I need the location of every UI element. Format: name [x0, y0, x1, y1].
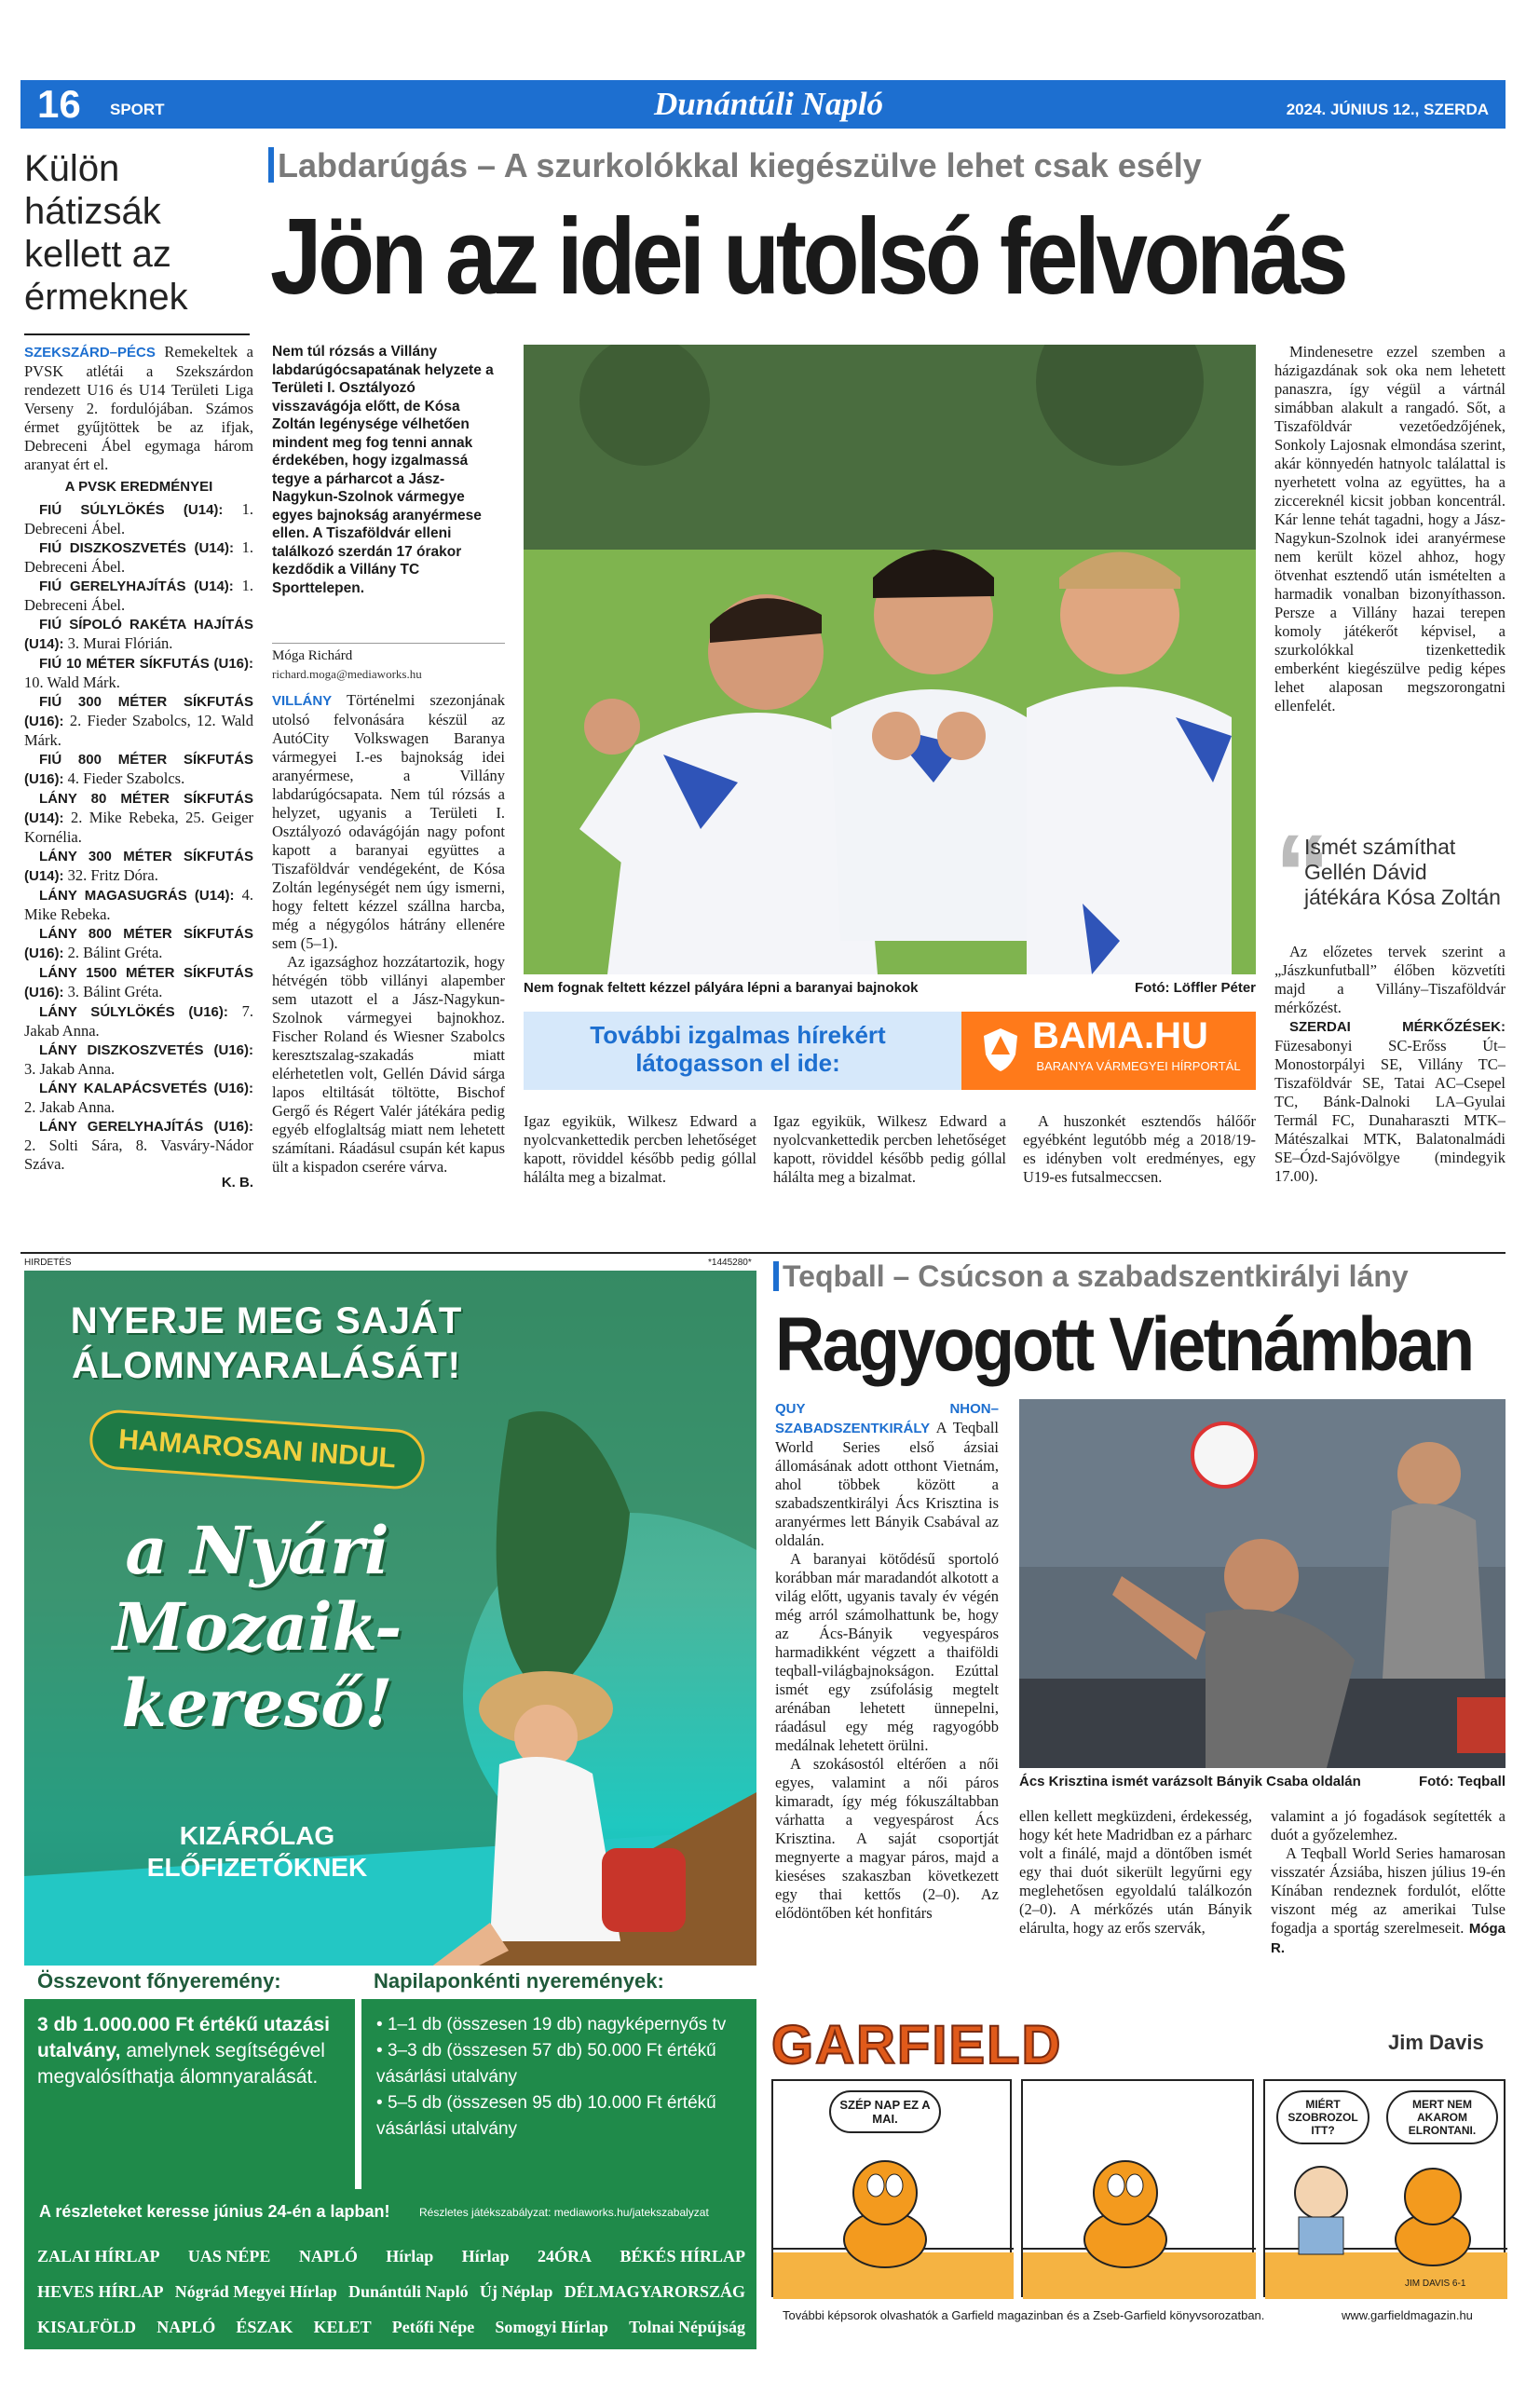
- teq-kicker: Teqball – Csúcson a szabadszentkirályi lány: [783, 1259, 1409, 1293]
- promo-text: További izgalmas hírekért látogasson el ide:: [590, 1021, 886, 1077]
- result-item: [24, 1002, 253, 1041]
- promo-subtitle: BARANYA VÁRMEGYEI HÍRPORTÁL: [1036, 1059, 1241, 1073]
- daily-item-text: 3–3 db (összesen 57 db) 50.000 Ft értékű vásárlási utalvány: [376, 2041, 716, 2087]
- garfield-panel-1: [771, 2079, 1012, 2297]
- result-item: [24, 538, 253, 577]
- result-item: [24, 692, 253, 750]
- promo-banner[interactable]: [524, 1012, 1256, 1090]
- speech-bubble: MERT NEM AKAROM ELRONTANI.: [1386, 2090, 1498, 2144]
- result-label: LÁNY 300 MÉTER SÍKFUTÁS (U14):: [24, 849, 253, 884]
- main-body-text2: Az igazsághoz hozzátartozik, hogy hétvégén több villányi alapember sem utazott el a Jász-Nagykun-Szolnok vármegyei bajnokhoz. Fischer Roland és Wiesner Szabolcs keresztszalag-szakadás miatt elérhetetlen volt, Gellén Dávid sárga lapos eltiltását töltötte, Bischof Gergő és Régert Valér játékára pedig egyéb elfoglaltság miatt nem lehetett számítani. Ráadásul csupán két kapus ült a kispadon cserére várva.: [272, 953, 505, 1176]
- result-text: 2. Solti Sára, 8. Vasváry-Nádor Száva.: [24, 1136, 253, 1173]
- result-text: 3. Bálint Gréta.: [67, 983, 163, 1000]
- daily-box: [361, 1999, 756, 2195]
- left-article-title: Külön hátizsák kellett az érmeknek: [24, 148, 188, 318]
- teqball-players-image: [1019, 1399, 1506, 1768]
- lead-rule: [272, 643, 505, 644]
- author-email: richard.moga@mediaworks.hu: [272, 667, 422, 681]
- result-item: [24, 963, 253, 1002]
- ad-code: *1445280*: [708, 1258, 752, 1268]
- result-text: 3. Murai Flórián.: [67, 634, 173, 652]
- result-label: FIÚ 800 MÉTER SÍKFUTÁS (U16):: [24, 752, 253, 787]
- header-bar: [20, 80, 1506, 129]
- paper-logo: NAPLÓ: [157, 2318, 216, 2336]
- teq-photo-credit: Fotó: Teqball: [1418, 1774, 1506, 1789]
- left-article-body: [24, 343, 253, 1192]
- result-label: FIÚ 10 MÉTER SÍKFUTÁS (U16):: [39, 656, 253, 672]
- result-text: 1. Debreceni Ábel.: [24, 538, 253, 576]
- prize-box: [24, 1999, 355, 2195]
- result-text: 2. Jakab Anna.: [24, 1098, 116, 1116]
- teq-signature: Móga R.: [1271, 1921, 1506, 1956]
- result-label: FIÚ SÍPOLÓ RAKÉTA HAJÍTÁS (U14):: [24, 617, 253, 652]
- daily-item: • 5–5 db (összesen 95 db) 10.000 Ft értékű vásárlási utalvány: [376, 2093, 716, 2139]
- section-divider: [20, 1252, 1506, 1254]
- result-text: 32. Fritz Dóra.: [67, 866, 158, 884]
- ad-image[interactable]: [24, 1271, 756, 2062]
- right-column-text2: Az előzetes tervek szerint a „Jászkunfutball” élőben közvetíti majd a Villány–Tiszaföldvár mérkőzést.: [1274, 943, 1506, 1016]
- daily-item: • 3–3 db (összesen 57 db) 50.000 Ft értékű vásárlási utalvány: [376, 2041, 716, 2087]
- main-headline: Jön az idei utolsó felvonás: [270, 196, 1345, 317]
- ad-label: HIRDETÉS: [24, 1258, 72, 1268]
- paper-logo: Petőfi Népe: [391, 2318, 475, 2336]
- result-label: LÁNY 1500 MÉTER SÍKFUTÁS (U16):: [24, 965, 253, 1000]
- result-text: 4. Mike Rebeka.: [24, 886, 253, 923]
- result-label: LÁNY 80 MÉTER SÍKFUTÁS (U14):: [24, 791, 253, 826]
- teq-kicker-marker: [773, 1261, 779, 1291]
- fixtures-text: Füzesabonyi SC-Erőss Út–Monostorpályi SE, Villány TC–Tiszaföldvár SE, Tatai AC–Csepel TC, Bánk-Dalnoki LA–Gyulai Termál FC, Dunaharaszti MTK–Mátészalkai MTK, Balatonalmádi SE–Ózd-Sajóvölgye (mindegyik 17.00).: [1274, 1037, 1506, 1185]
- result-item: [24, 789, 253, 847]
- prize-head: Összevont főnyeremény:: [37, 1969, 281, 1993]
- papers-row: [37, 2282, 745, 2302]
- result-item: [24, 615, 253, 654]
- result-label: LÁNY 800 MÉTER SÍKFUTÁS (U16):: [24, 926, 253, 961]
- main-photo: [524, 345, 1256, 974]
- ad-headline: NYERJE MEG SAJÁT ÁLOMNYARALÁSÁT!: [70, 1300, 463, 1386]
- main-kicker: Labdarúgás – A szurkolókkal kiegészülve lehet csak esély: [278, 146, 1202, 184]
- football-players-image: [524, 345, 1256, 974]
- result-label: LÁNY GERELYHAJÍTÁS (U16):: [39, 1119, 253, 1135]
- ad-banner: HAMAROSAN INDUL: [88, 1408, 427, 1491]
- kicker-marker: [268, 147, 274, 183]
- issue-date: 2024. JÚNIUS 12., SZERDA: [1286, 101, 1489, 118]
- garfield-footer: További képsorok olvashatók a Garfield magazinban és a Zseb-Garfield könyvsorozatban.: [783, 2308, 1265, 2322]
- ad-papers: [24, 2238, 756, 2349]
- left-body-paragraph: Remekeltek a PVSK atlétái a Szekszárdon rendezett U16 és U14 Területi Liga Verseny 2. fordulójában. Számos érmet gyűjtöttek be az ifjak, Debreceni Ábel egymaga három aranyat ért el.: [24, 343, 253, 473]
- result-text: 2. Fieder Szabolcs, 12. Wald Márk.: [24, 712, 253, 749]
- garfield-icon: [773, 2081, 1014, 2299]
- speech-bubble: SZÉP NAP EZ A MAI.: [829, 2090, 941, 2133]
- paper-logo: Somogyi Hírlap: [495, 2318, 608, 2336]
- paper-logo: KISALFÖLD: [37, 2318, 137, 2336]
- fixtures: [1274, 1017, 1506, 1241]
- result-text: 1. Debreceni Ábel.: [24, 500, 253, 537]
- garfield-author: Jim Davis: [1388, 2031, 1484, 2054]
- teq-col1-text: A Teqball World Series első ázsiai állomásának adott otthont Vietnám, ahol többek között a szabadszentkirályi Ács Krisztina is aranyérmes lett Bányik Csabával az oldalán.: [775, 1419, 999, 1549]
- daily-head: Napilaponkénti nyeremények:: [374, 1969, 664, 1993]
- result-item: [24, 654, 253, 692]
- main-body-col4: A huszonkét esztendős hálőőr egyébként legutóbb még a 2018/19-es idényben volt eredményes, egy U19-es futsalmeccsen.: [1023, 1112, 1256, 1186]
- teq-col3-text: valamint a jó fogadások segítették a duót a győzelemhez.: [1271, 1807, 1506, 1843]
- main-body-col3: Igaz egyikük, Wilkesz Edward a nyolcvankettedik percben lehetőséget kapott, röviddel később pedig góllal hálálta meg a bizalmat.: [773, 1112, 1006, 1186]
- result-text: 1. Debreceni Ábel.: [24, 577, 253, 614]
- garfield-icon: [1023, 2081, 1256, 2299]
- garfield-signature: JIM DAVIS 6-1: [1405, 2279, 1466, 2289]
- paper-logo: Hírlap: [386, 2247, 434, 2265]
- result-label: LÁNY MAGASUGRÁS (U14):: [39, 888, 242, 904]
- teq-photo-caption: Ács Krisztina ismét varázsolt Bányik Csaba oldalán: [1019, 1774, 1361, 1789]
- results-list: [24, 500, 253, 1174]
- garfield-panel-2: [1021, 2079, 1254, 2297]
- jon-and-garfield-icon: [1265, 2081, 1507, 2299]
- page-number: 16: [37, 82, 81, 126]
- shield-icon: [982, 1027, 1019, 1073]
- result-item: [24, 1041, 253, 1079]
- result-label: FIÚ SÚLYLÖKÉS (U14):: [39, 502, 242, 518]
- result-item: [24, 750, 253, 789]
- result-item: [24, 577, 253, 615]
- result-item: [24, 1079, 253, 1117]
- result-label: FIÚ GERELYHAJÍTÁS (U14):: [39, 578, 242, 594]
- result-label: FIÚ 300 MÉTER SÍKFUTÁS (U16):: [24, 694, 253, 729]
- prize-body-bold: 3 db 1.000.000 Ft értékű utazási utalvány,: [37, 2014, 330, 2061]
- paper-logo: ÉSZAK: [236, 2318, 293, 2336]
- left-title-rule: [24, 333, 250, 335]
- teq-lead-kicker: QUY NHON–SZABADSZENTKIRÁLY: [775, 1401, 999, 1436]
- result-item: [24, 847, 253, 886]
- teq-headline: Ragyogott Vietnámban: [775, 1302, 1473, 1387]
- paper-logo: BÉKÉS HÍRLAP: [620, 2247, 745, 2265]
- paper-logo: UAS NÉPE: [187, 2247, 271, 2265]
- main-body-text: Történelmi szezonjának utolsó felvonására készül az AutóCity Volkswagen Baranya vármegyei I.-es bajnokság idei aranyérmese, a Villány labdarúgócsapata. Nem túl rózsás a helyzet, ugyanis a Területi I. Osztályozó odavágóján nagy pofont kapott a baranyai együttes a Tiszaföldvár vendégeként, de Kósa Zoltán legénységét nem úgy ismerni, hogy feltett kézzel szállna harcba, még a négygólos hátrány ellenére sem (5–1).: [272, 691, 505, 952]
- teq-col2: ellen kellett megküzdeni, érdekesség, hogy két hete Madridban ez a párharc volt a finálé, majd a döntőben ismét egy thai duót sikerült legyűrni egy meglehetősen egyoldalú találkozón (2–0). A mérkőzés után Bányik elárulta, hogy az erős szervák,: [1019, 1807, 1252, 1937]
- author-name: Móga Richárd: [272, 648, 353, 663]
- paper-logo: NAPLÓ: [298, 2247, 358, 2265]
- result-text: 10. Wald Márk.: [24, 673, 120, 691]
- teq-col1c-text: A szokásostól eltérően a női egyes, valamint a női páros kimaradt, így még fókuszáltabban várhatta a vegyespárost Ács Krisztina. A saját csoportját megnyerte a magyar páros, majd a kieséses szakaszban következett egy thai kettős (2–0). Az elődöntőben két honfitárs: [775, 1755, 999, 1922]
- result-item: [24, 886, 253, 924]
- paper-logo: ZALAI HÍRLAP: [37, 2247, 160, 2265]
- main-body-col1: [272, 691, 505, 1245]
- main-photo-credit: Fotó: Löffler Péter: [1135, 980, 1256, 996]
- daily-item: • 1–1 db (összesen 19 db) nagyképernyős tv: [376, 2015, 727, 2034]
- result-item: [24, 500, 253, 538]
- garfield-url: www.garfieldmagazin.hu: [1342, 2308, 1473, 2322]
- section-label: SPORT: [110, 101, 165, 118]
- paper-logo: Új Néplap: [479, 2282, 553, 2301]
- teq-col1b-text: A baranyai kötődésű sportoló korábban már maradandót alkotott a világ előtt, ugyanis tavaly év végén még arról számolhattunk be, hogy az Ács-Bányik vegyespáros harmadikként végzett a thaiföldi teqball-világbajnokságon. Ezúttal ismét egy zsúfolásig megtelt arénában lehetett ünnepelni, ráadásul egy még ragyogóbb medálnak lehetett örülni.: [775, 1550, 999, 1754]
- daily-item-text: 1–1 db (összesen 19 db) nagyképernyős tv: [387, 2015, 727, 2034]
- promo-brand: BAMA.HU: [1032, 1015, 1208, 1056]
- paper-logo: Dunántúli Napló: [348, 2282, 469, 2301]
- result-label: LÁNY SÚLYLÖKÉS (U16):: [39, 1004, 242, 1020]
- garfield-panel-3: [1263, 2079, 1506, 2297]
- paper-name: Dunántúli Napló: [654, 86, 884, 122]
- paper-logo: Hírlap: [461, 2247, 510, 2265]
- result-text: 3. Jakab Anna.: [24, 1060, 116, 1078]
- fixtures-label: SZERDAI MÉRKŐZÉSEK:: [1289, 1019, 1506, 1035]
- result-text: 7. Jakab Anna.: [24, 1002, 253, 1040]
- garfield-logo: GARFIELD: [771, 2015, 1063, 2075]
- ad-script-title: a Nyári Mozaik-kereső!: [112, 1512, 402, 1742]
- paper-logo: KELET: [313, 2318, 372, 2336]
- main-photo-caption: Nem fognak feltett kézzel pályára lépni a baranyai bajnokok: [524, 980, 919, 996]
- ad-subscribers: KIZÁRÓLAG ELŐFIZETŐKNEK: [146, 1821, 368, 1882]
- paper-logo: Tolnai Népújság: [629, 2318, 745, 2336]
- paper-logo: HEVES HÍRLAP: [37, 2282, 164, 2301]
- result-text: 2. Mike Rebeka, 25. Geiger Kornélia.: [24, 809, 254, 846]
- paper-logo: 24ÓRA: [538, 2247, 593, 2265]
- main-body-col2: Igaz egyikük, Wilkesz Edward a nyolcvankettedik percben lehetőséget kapott, röviddel később pedig góllal hálálta meg a bizalmat.: [524, 1112, 756, 1186]
- daily-list: [376, 2012, 749, 2143]
- teq-col1: [775, 1399, 999, 1964]
- result-item: [24, 924, 253, 963]
- teq-col3b: [1271, 1844, 1506, 1958]
- prize-body: [37, 2012, 345, 2090]
- prize-body-text: amelynek segítségével megvalósíthatja álomnyaralását.: [37, 2040, 325, 2088]
- ad-footer-small: Részletes játékszabályzat: mediaworks.hu/jatekszabalyzat: [419, 2206, 709, 2219]
- right-column-text: Mindenesetre ezzel szemben a házigazdának sok oka nem lehetett panaszra, így végül a vártnál simábban alakult a rangadó. Sőt, a Tiszaföldvár vezetőedzőjének, Sonkoly Lajosnak elmondása szerint, akár könnyedén hatnyolc találattal is nyerhetett volna az együttes, ha a ziccereknél kicsit jobban koncentrál. Kár lenne tehát tagadni, hogy a Jász-Nagykun-Szolnok idei aranyérmese nem került közel ahhoz, hogy ötvenhat esztendő után ismételten a harmadik vonalban bizonyíthasson. Persze a Villány hazai terepen komoly játékerőt képvisel, a szurkolókkal tizenkettedik emberként kiegészülve pedig képes lehet alaposan megszorongatni ellenfelét.: [1274, 343, 1506, 714]
- left-signature: K. B.: [221, 1175, 253, 1190]
- left-kicker: SZEKSZÁRD–PÉCS: [24, 345, 156, 361]
- ad-prize-panel: [24, 1966, 756, 2195]
- result-label: LÁNY DISZKOSZVETÉS (U16):: [39, 1042, 253, 1058]
- main-lead: Nem túl rózsás a Villány labdarúgócsapatának helyzete a Területi I. Osztályozó visszavágója előtt, de Kósa Zoltán legénysége vélhetően mindent meg fog tenni annak érdekében, hogy izgalmassá tegye a párharcot a Jász-Nagykun-Szolnok vármegye egyes bajnokság aranyérmese ellen. A Tiszaföldvár elleni találkozó szerdán 17 órakor kezdődik a Villány TC Sporttelepen.: [272, 344, 494, 596]
- results-heading: A PVSK EREDMÉNYEI: [64, 479, 213, 495]
- ad-footer: [24, 2189, 756, 2238]
- paper-logo: Nógrád Megyei Hírlap: [174, 2282, 337, 2301]
- teq-photo: [1019, 1399, 1506, 1768]
- main-body-kicker: VILLÁNY: [272, 693, 333, 709]
- ad-footer-bold: A részleteket keresse június 24-én a lapban!: [39, 2202, 390, 2221]
- quote-mark: “: [1274, 811, 1330, 936]
- daily-item-text: 5–5 db (összesen 95 db) 10.000 Ft értékű vásárlási utalvány: [376, 2093, 716, 2139]
- paper-logo: DÉLMAGYARORSZÁG: [564, 2282, 745, 2301]
- papers-row: [37, 2318, 745, 2337]
- promo-brand-box[interactable]: [961, 1012, 1256, 1090]
- pull-quote: Ismét számíthat Gellén Dávid játékára Kósa Zoltán: [1304, 835, 1501, 909]
- papers-row: [37, 2247, 745, 2266]
- speech-bubble: MIÉRT SZOBROZOL ITT?: [1276, 2090, 1369, 2144]
- result-text: 4. Fieder Szabolcs.: [67, 769, 185, 787]
- left-article: [24, 147, 248, 319]
- result-text: 2. Bálint Gréta.: [67, 944, 163, 961]
- result-label: FIÚ DISZKOSZVETÉS (U14):: [39, 540, 242, 556]
- teq-col3b-text: A Teqball World Series hamarosan visszatér Ázsiába, hiszen július 19-én Kínában rendeznek fordulót, előtte viszont még az amerikai Tulse fogadja a sportág szerelmeseit.: [1271, 1844, 1506, 1937]
- result-label: LÁNY KALAPÁCSVETÉS (U16):: [39, 1081, 253, 1096]
- teq-col3: [1271, 1807, 1506, 1964]
- result-item: [24, 1117, 253, 1174]
